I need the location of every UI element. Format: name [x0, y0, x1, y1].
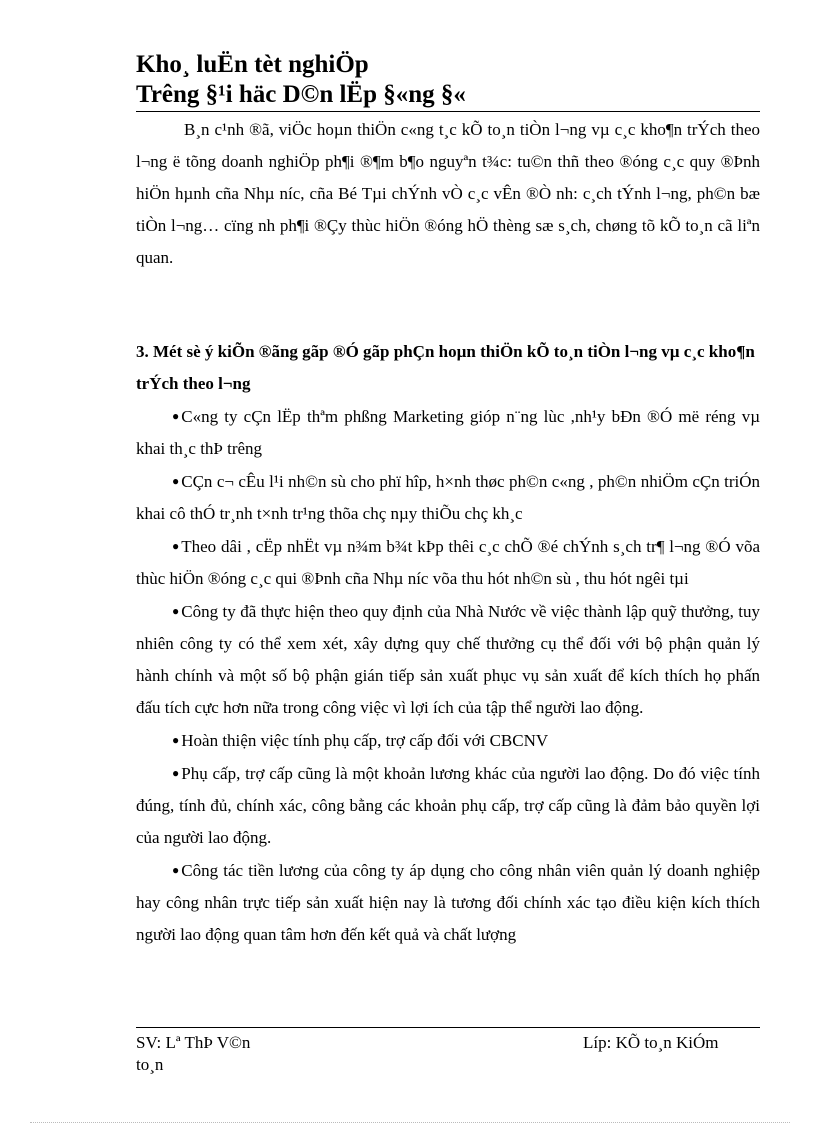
bullet-icon: ● — [172, 474, 180, 488]
bullet-icon: ● — [172, 604, 180, 618]
footer-divider — [136, 1027, 760, 1028]
bullet-item — [136, 724, 760, 757]
header-divider — [136, 111, 760, 112]
bullet-item — [136, 854, 760, 951]
header-university-name: Trêng §¹i häc D©n lËp §«ng §« — [136, 81, 466, 108]
document-body — [136, 114, 760, 951]
bullet-item — [136, 530, 760, 595]
header-thesis-title: Kho¸ luËn tèt nghiÖp — [136, 51, 369, 78]
bullet-text: Hoàn thiện việc tính phụ cấp, trợ cấp đối với CBCNV — [181, 731, 549, 750]
bullet-icon: ● — [172, 409, 180, 423]
bullet-item — [136, 400, 760, 465]
bullet-icon: ● — [172, 539, 180, 553]
section-heading: 3. Mét sè ý kiÕn ®ãng gãp ®Ó gãp phÇn hoµn thiÖn kÕ to¸n tiÒn l¬ng vµ c¸c kho¶n trÝch theo l¬ng — [136, 342, 755, 393]
footer-student-name: SV: Lª ThÞ V©n — [136, 1033, 251, 1052]
bullet-text: Công ty đã thực hiện theo quy định của Nhà Nước về việc thành lập quỹ thưởng, tuy nhiên công ty có thể xem xét, xây dựng quy chế thưởng cụ thể đối với bộ phận quản lý hành chính và một số bộ phận gián tiếp sản xuất phục vụ sản xuất để kích thích họ phấn đấu tích cực hơn nữa trong công việc vì lợi ích của tập thể người lao động. — [136, 602, 760, 717]
footer-student-name-cont: to¸n — [136, 1055, 164, 1074]
paragraph-spacer — [136, 274, 760, 336]
bullet-icon: ● — [172, 863, 180, 877]
footer-student — [136, 1032, 250, 1076]
bullet-text: Theo dâi , cËp nhËt vµ n¾m b¾t kÞp thêi c¸c chÕ ®é chÝnh s¸ch tr¶ l¬ng ®Ó võa thùc hiÖn ®óng c¸c qui ®Þnh cña Nhµ níc võa thu hót nh©n sù , thu hót ngêi tµi — [136, 537, 760, 588]
bullet-icon: ● — [172, 766, 180, 780]
bullet-icon: ● — [172, 733, 180, 747]
bullet-item — [136, 595, 760, 724]
bullet-item — [136, 465, 760, 530]
intro-paragraph: B¸n c¹nh ®ã, viÖc hoµn thiÖn c«ng t¸c kÕ to¸n tiÒn l¬ng vµ c¸c kho¶n trÝch theo l¬ng ë tõng doanh nghiÖp ph¶i ®¶m b¶o nguyªn t¾c: tu©n thñ theo ®óng c¸c quy ®Þnh hiÖn hµnh cña Nhµ níc, cña Bé Tµi chÝnh vÒ c¸c vÊn ®Ò nh: c¸ch tÝnh l¬ng, ph©n bæ tiÒn l¬ng… cïng nh ph¶i ®Çy thùc hiÖn ®óng hÖ thèng sæ s¸ch, chøng tõ kÕ to¸n cã liªn quan. — [136, 120, 760, 267]
bullet-text: Phụ cấp, trợ cấp cũng là một khoản lương khác của người lao động. Do đó việc tính đúng, tính đủ, chính xác, công bằng các khoản phụ cấp, trợ cấp cũng là đảm bảo quyền lợi của người lao động. — [136, 764, 760, 847]
bullet-text: C«ng ty cÇn lËp thªm phßng Marketing gióp n¨ng lùc ,nh¹y bÐn ®Ó më réng vµ khai th¸c thÞ trêng — [136, 407, 760, 458]
bullet-item — [136, 757, 760, 854]
bullet-text: CÇn c¬ cÊu l¹i nh©n sù cho phï hîp, h×nh thøc ph©n c«ng , ph©n nhiÖm cÇn triÓn khai cô thÓ tr¸nh t×nh tr¹ng thõa chç nµy thiÕu chç kh¸c — [136, 472, 760, 523]
footer-class: Líp: KÕ to¸n KiÓm — [583, 1033, 719, 1052]
bullet-text: Công tác tiền lương của công ty áp dụng cho công nhân viên quản lý doanh nghiệp hay công nhân trực tiếp sản xuất hiện nay là tương đối chính xác tạo điều kiện kích thích người lao động quan tâm hơn đến kết quả và chất lượng — [136, 861, 760, 944]
page-header — [136, 50, 760, 110]
